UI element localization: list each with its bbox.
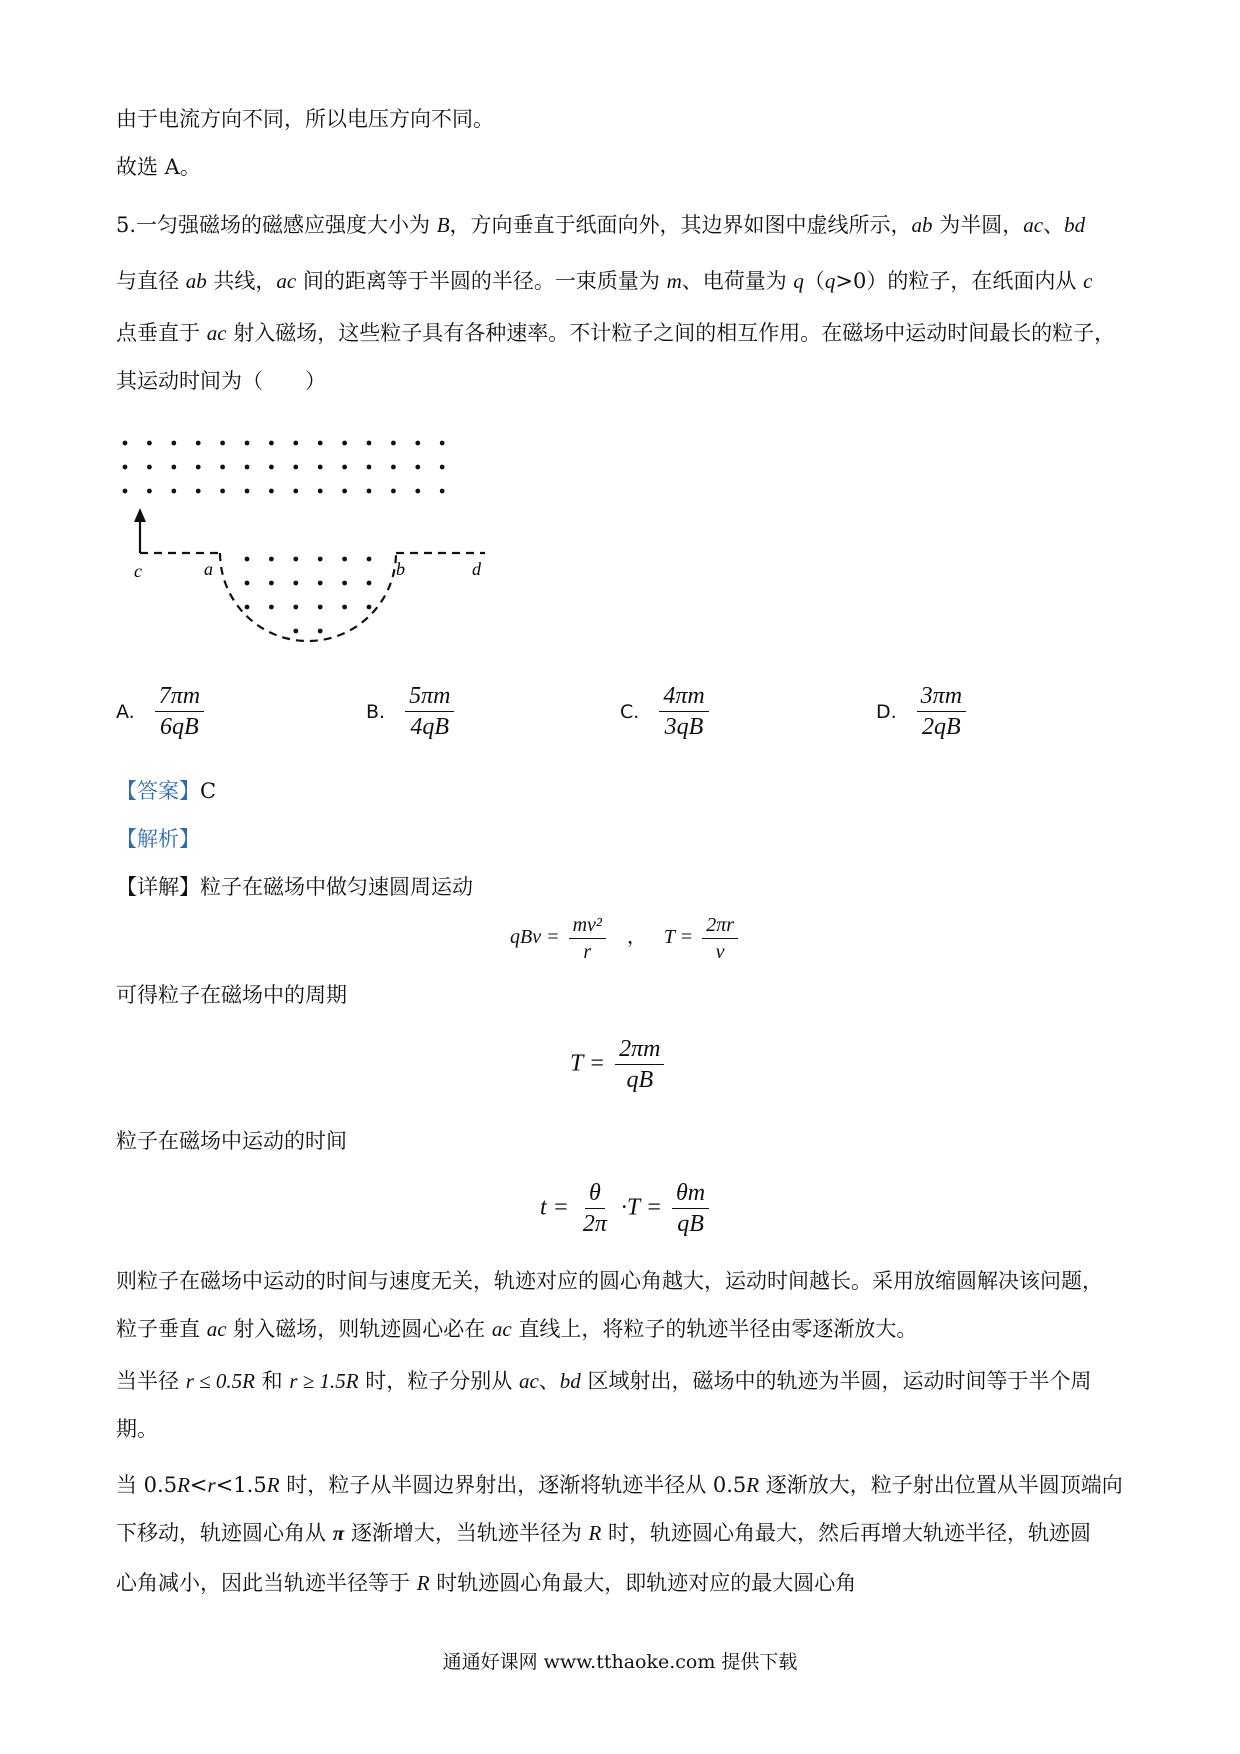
field-dot <box>147 441 152 446</box>
field-dot <box>391 465 396 470</box>
field-dot <box>342 581 347 586</box>
question-5-line-3: 点垂直于 ac 射入磁场，这些粒子具有各种速率。不计粒子之间的相互作用。在磁场中运动时间最长的粒子， <box>116 321 1116 345</box>
para-3-line-2: 下移动，轨迹圆心角从 π 逐渐增大，当轨迹半径为 R 时，轨迹圆心角最大，然后再增大轨迹半径，轨迹圆 <box>116 1521 1092 1545</box>
detail-line: 【详解】粒子在磁场中做匀速圆周运动 <box>116 875 473 899</box>
field-dot <box>245 489 250 494</box>
time-intro: 粒子在磁场中运动的时间 <box>116 1129 347 1153</box>
field-dot <box>440 489 445 494</box>
field-dot <box>245 581 250 586</box>
field-dot <box>269 581 274 586</box>
field-dot <box>318 581 323 586</box>
field-dot <box>171 465 176 470</box>
equation-3: t = $\frac{\theta}{2\pi}$ ·T = $\frac{\theta m}{qB}$ <box>540 1180 713 1238</box>
label-a: a <box>204 559 213 579</box>
field-dot <box>220 489 225 494</box>
option-d[interactable]: D. $\frac{3\pi m}{2qB}$ <box>876 683 970 741</box>
question-5-line-2: 与直径 ab 共线，ac 间的距离等于半圆的半径。一束质量为 m、电荷量为 q（q>0）的粒子，在纸面内从 c <box>116 269 1093 293</box>
field-dots <box>123 425 445 633</box>
field-dot <box>367 465 372 470</box>
label-d: d <box>472 559 481 579</box>
arrow-up-icon <box>134 508 146 553</box>
field-dot <box>415 441 420 446</box>
field-dot <box>293 581 298 586</box>
field-dot <box>293 489 298 494</box>
option-c-fraction: $\frac{4\pi m}{3qB}$ <box>659 683 708 741</box>
answer-line: 【答案】C <box>116 779 217 803</box>
page-footer: 通通好课网 www.tthaoke.com 提供下载 <box>442 1651 798 1673</box>
field-dot <box>318 605 323 610</box>
analysis-tag: 【解析】 <box>116 827 200 851</box>
field-dot <box>415 465 420 470</box>
text-line-1: 由于电流方向不同，所以电压方向不同。 <box>116 107 494 131</box>
field-dot <box>440 441 445 446</box>
para-2-line-2: 期。 <box>116 1417 158 1441</box>
field-dot <box>171 441 176 446</box>
para-1-line-1: 则粒子在磁场中运动的时间与速度无关，轨迹对应的圆心角越大，运动时间越长。采用放缩圆解决该问题， <box>116 1269 1103 1293</box>
field-dot <box>293 605 298 610</box>
option-a-fraction: $\frac{7\pi m}{6qB}$ <box>155 683 204 741</box>
field-dot <box>220 465 225 470</box>
label-c: c <box>134 561 142 581</box>
option-a[interactable]: A. $\frac{7\pi m}{6qB}$ <box>116 683 208 741</box>
field-dot <box>196 489 201 494</box>
field-dot <box>293 441 298 446</box>
field-dot <box>245 557 250 562</box>
question-5-line-4: 其运动时间为（ ） <box>116 369 326 393</box>
field-dot <box>367 557 372 562</box>
field-dot <box>318 629 323 634</box>
field-dot <box>367 581 372 586</box>
field-dot <box>245 441 250 446</box>
field-dot <box>196 465 201 470</box>
field-dot <box>269 441 274 446</box>
field-dot <box>269 489 274 494</box>
field-dot <box>415 489 420 494</box>
field-dot <box>293 629 298 634</box>
field-dot <box>293 465 298 470</box>
field-dot <box>367 441 372 446</box>
option-c[interactable]: C. $\frac{4\pi m}{3qB}$ <box>620 683 713 741</box>
option-d-fraction: $\frac{3\pi m}{2qB}$ <box>917 683 966 741</box>
field-dot <box>391 441 396 446</box>
field-dot <box>342 557 347 562</box>
field-dot <box>367 605 372 610</box>
para-3-line-3: 心角减小，因此当轨迹半径等于 R 时轨迹圆心角最大，即轨迹对应的最大圆心角 <box>116 1571 857 1595</box>
label-b: b <box>396 559 405 579</box>
magnetic-field-figure <box>120 425 500 655</box>
field-dot <box>440 465 445 470</box>
period-intro: 可得粒子在磁场中的周期 <box>116 983 347 1007</box>
field-dot <box>318 465 323 470</box>
field-dot <box>269 557 274 562</box>
option-b-fraction: $\frac{5\pi m}{4qB}$ <box>405 683 454 741</box>
field-dot <box>123 465 128 470</box>
field-dot <box>293 557 298 562</box>
field-dot <box>269 605 274 610</box>
field-dot <box>318 557 323 562</box>
field-dot <box>245 605 250 610</box>
field-dot <box>318 489 323 494</box>
boundary-semicircle <box>220 553 396 641</box>
field-dot <box>147 465 152 470</box>
field-dot <box>123 489 128 494</box>
equation-2: T = $\frac{2\pi m}{qB}$ <box>570 1036 668 1094</box>
field-dot <box>342 605 347 610</box>
field-dot <box>342 489 347 494</box>
option-b[interactable]: B. $\frac{5\pi m}{4qB}$ <box>366 683 458 741</box>
field-dot <box>367 489 372 494</box>
field-dot <box>391 489 396 494</box>
equation-1: qBv = $\frac{\text{mv²}}{r}$ ， T = $\frac{2\pi r}{v}$ <box>510 914 742 963</box>
field-dot <box>342 441 347 446</box>
field-dot <box>220 441 225 446</box>
field-dot <box>342 465 347 470</box>
field-dot <box>171 489 176 494</box>
field-dot <box>245 465 250 470</box>
field-dot <box>147 489 152 494</box>
field-dot <box>123 441 128 446</box>
text-line-2: 故选 A。 <box>116 155 201 179</box>
field-dot <box>196 441 201 446</box>
field-dot <box>318 441 323 446</box>
para-2-line-1: 当半径 r ≤ 0.5R 和 r ≥ 1.5R 时，粒子分别从 ac、bd 区域射出，磁场中的轨迹为半圆，运动时间等于半个周 <box>116 1369 1092 1393</box>
para-3-line-1: 当 0.5R<r<1.5R 时，粒子从半圆边界射出，逐渐将轨迹半径从 0.5R 逐渐放大，粒子射出位置从半圆顶端向 <box>116 1473 1123 1497</box>
field-dot <box>269 465 274 470</box>
para-1-line-2: 粒子垂直 ac 射入磁场，则轨迹圆心必在 ac 直线上，将粒子的轨迹半径由零逐渐放大。 <box>116 1317 918 1341</box>
question-5-line-1: 5.一匀强磁场的磁感应强度大小为 B，方向垂直于纸面向外，其边界如图中虚线所示，ab 为半圆，ac、bd <box>116 213 1086 237</box>
